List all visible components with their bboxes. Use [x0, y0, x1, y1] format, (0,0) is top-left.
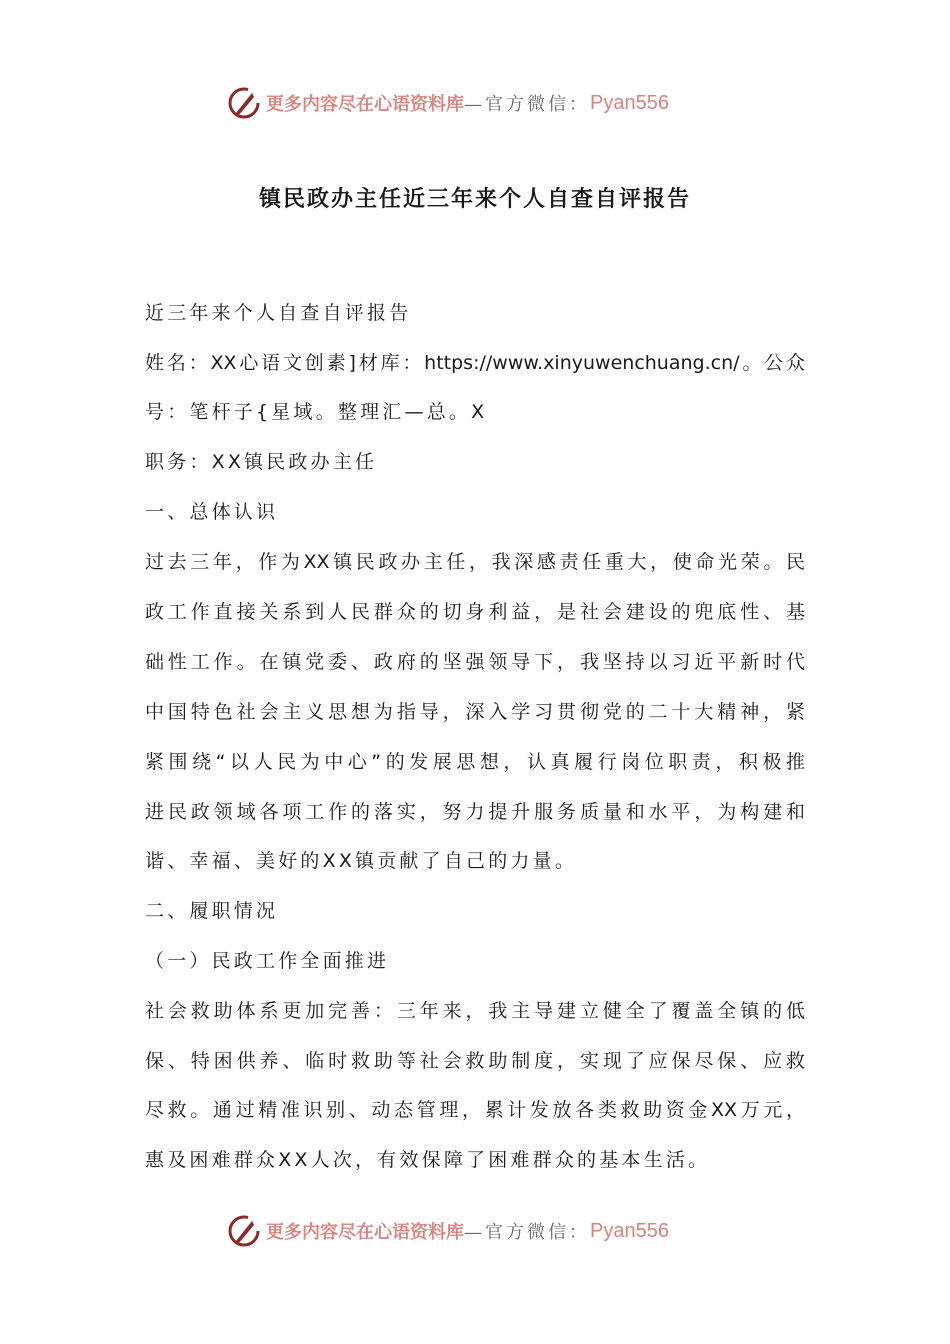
pen-logo-icon [226, 1213, 262, 1249]
text-line: 号：笔杆子{星域。整理汇—总。X [145, 401, 488, 423]
text-line: 谐、幸福、美好的XX镇贡献了自己的力量。 [145, 850, 578, 872]
text-line: （一）民政工作全面推进 [145, 950, 390, 972]
watermark-wechat-label: —官方微信： [464, 1222, 590, 1243]
watermark-wechat-id: Pyan556 [590, 1219, 669, 1242]
text-line: 中国特色社会主义思想为指导，深入学习贯彻党的二十大精神，紧 [145, 701, 805, 723]
watermark-header [226, 83, 669, 123]
text-line: 政工作直接关系到人民群众的切身利益，是社会建设的兜底性、基 [145, 601, 805, 623]
text-line: 惠及困难群众XX人次，有效保障了困难群众的基本生活。 [145, 1149, 711, 1171]
watermark-wechat-label: —官方微信： [464, 94, 590, 115]
watermark-text: 更多内容尽在心语资料库 [266, 1222, 464, 1243]
text-line: 过去三年，作为XX镇民政办主任，我深感责任重大，使命光荣。民 [145, 551, 805, 573]
text-line: 近三年来个人自查自评报告 [145, 302, 412, 324]
text-line: 紧围绕“以人民为中心”的发展思想，认真履行岗位职责，积极推 [145, 751, 805, 773]
text-line: 二、履职情况 [145, 900, 279, 922]
text-line: 社会救助体系更加完善：三年来，我主导建立健全了覆盖全镇的低 [145, 1000, 805, 1022]
text-line: 姓名：XX心语文创素]材库：https://www.xinyuwenchuang.cn/。公众 [145, 352, 805, 374]
text-line: 础性工作。在镇党委、政府的坚强领导下，我坚持以习近平新时代 [145, 651, 805, 673]
document-title: 镇民政办主任近三年来个人自查自评报告 [258, 187, 691, 212]
text-line: 尽救。通过精准识别、动态管理，累计发放各类救助资金XX万元， [145, 1099, 805, 1121]
text-line: 进民政领域各项工作的落实，努力提升服务质量和水平，为构建和 [145, 801, 805, 823]
text-line: 保、特困供养、临时救助等社会救助制度，实现了应保尽保、应救 [145, 1050, 805, 1072]
pen-logo-icon [226, 85, 262, 121]
watermark-footer [226, 1211, 669, 1251]
text-line: 职务：XX镇民政办主任 [145, 451, 378, 473]
watermark-text: 更多内容尽在心语资料库 [266, 94, 464, 115]
text-line: 一、总体认识 [145, 501, 279, 523]
watermark-wechat-id: Pyan556 [590, 91, 669, 114]
